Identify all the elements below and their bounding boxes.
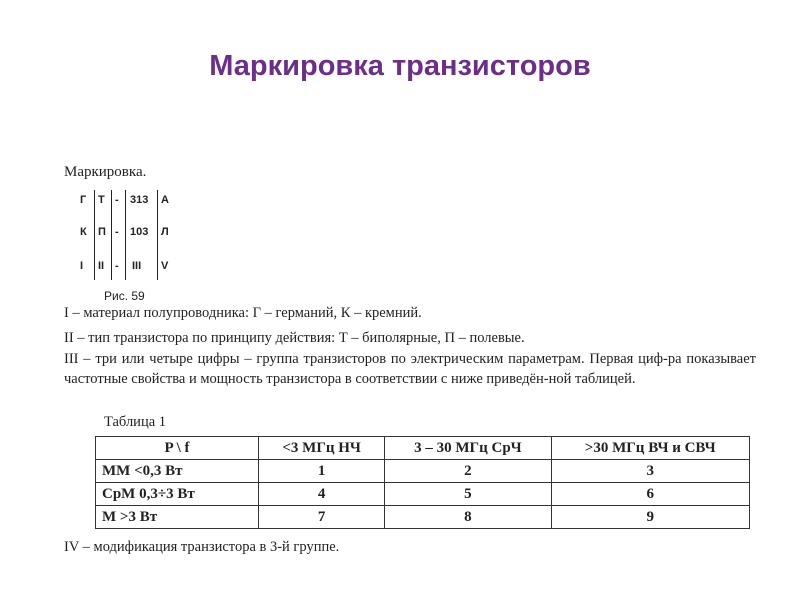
figure-cell: 103 — [130, 226, 149, 238]
paragraph-type: II – тип транзистора по принципу действия: Т – биполярные, П – полевые. — [64, 330, 525, 346]
figure-cell: I — [80, 260, 84, 272]
figure-cell: 313 — [130, 194, 149, 206]
figure-line-3 — [125, 190, 126, 280]
table-header-cell: P \ f — [96, 437, 259, 460]
figure-cell: - — [115, 194, 119, 206]
table-cell: 4 — [259, 483, 385, 506]
table-cell: 6 — [551, 483, 749, 506]
table-header-cell: <3 МГц НЧ — [259, 437, 385, 460]
table-header-cell: 3 – 30 МГц СрЧ — [385, 437, 551, 460]
figure-cell: - — [115, 226, 119, 238]
table-row — [96, 460, 750, 483]
figure-cell: П — [98, 226, 106, 238]
marking-figure — [64, 190, 184, 285]
frequency-power-table — [95, 436, 750, 529]
slide-title: Маркировка транзисторов — [209, 50, 591, 82]
table-cell: М >3 Вт — [96, 506, 259, 529]
table-cell: 3 — [551, 460, 749, 483]
table-row — [96, 506, 750, 529]
figure-cell: Т — [98, 194, 105, 206]
figure-cell: II — [98, 260, 105, 272]
paragraph-group: III – три или четыре цифры – группа транзисторов по электрическим параметрам. Первая циф-ра показывает частотные свойства и мощность транзистора в соответствии с ниже приведён-ной таблицей. — [64, 351, 756, 387]
table-header-row — [96, 437, 750, 460]
table-row — [96, 483, 750, 506]
table-cell: ММ <0,3 Вт — [96, 460, 259, 483]
marking-heading: Маркировка. — [64, 164, 147, 180]
table-header-cell: >30 МГц ВЧ и СВЧ — [551, 437, 749, 460]
figure-line-2 — [111, 190, 112, 280]
table-cell: 2 — [385, 460, 551, 483]
table-cell: 7 — [259, 506, 385, 529]
figure-cell: - — [115, 260, 119, 272]
figure-cell: К — [80, 226, 87, 238]
table-cell: 8 — [385, 506, 551, 529]
figure-line-4 — [157, 190, 158, 280]
table-caption: Таблица 1 — [104, 414, 167, 430]
figure-line-1 — [94, 190, 95, 280]
figure-cell: III — [132, 260, 142, 272]
table-cell: 9 — [551, 506, 749, 529]
table-cell: СрМ 0,3÷3 Вт — [96, 483, 259, 506]
table-cell: 5 — [385, 483, 551, 506]
figure-cell: Г — [80, 194, 87, 206]
figure-caption: Рис. 59 — [104, 289, 145, 303]
paragraph-material: I – материал полупроводника: Г – германий, К – кремний. — [64, 305, 422, 321]
figure-cell: Л — [161, 226, 169, 238]
paragraph-modification: IV – модификация транзистора в 3-й группе. — [64, 539, 340, 555]
figure-cell: V — [161, 260, 169, 272]
figure-cell: А — [161, 194, 169, 206]
table-cell: 1 — [259, 460, 385, 483]
